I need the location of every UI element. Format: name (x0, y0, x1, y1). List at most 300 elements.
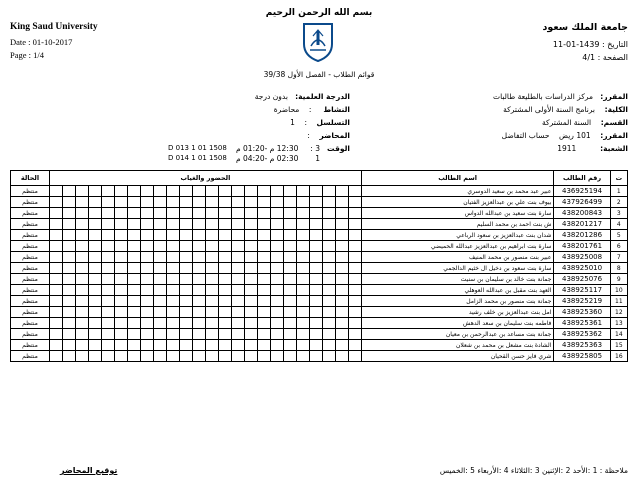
attendance-checkbox-cell[interactable] (192, 208, 205, 219)
attendance-checkbox-cell[interactable] (153, 318, 166, 329)
attendance-checkbox-cell[interactable] (153, 329, 166, 340)
attendance-checkbox-cell[interactable] (62, 274, 75, 285)
attendance-checkbox-cell[interactable] (75, 230, 88, 241)
attendance-checkbox-cell[interactable] (283, 340, 296, 351)
attendance-checkbox-cell[interactable] (257, 340, 270, 351)
attendance-checkbox-cell[interactable] (179, 219, 192, 230)
attendance-checkbox-cell[interactable] (153, 351, 166, 362)
attendance-checkbox-cell[interactable] (62, 197, 75, 208)
attendance-checkbox-cell[interactable] (218, 241, 231, 252)
attendance-checkbox-cell[interactable] (62, 340, 75, 351)
attendance-checkbox-cell[interactable] (205, 329, 218, 340)
attendance-checkbox-cell[interactable] (309, 241, 322, 252)
attendance-checkbox-cell[interactable] (283, 318, 296, 329)
attendance-checkbox-cell[interactable] (218, 274, 231, 285)
attendance-checkbox-cell[interactable] (205, 274, 218, 285)
attendance-checkbox-cell[interactable] (322, 318, 335, 329)
attendance-checkbox-cell[interactable] (140, 230, 153, 241)
attendance-checkbox-cell[interactable] (335, 263, 348, 274)
attendance-checkbox-cell[interactable] (348, 340, 361, 351)
attendance-checkbox-cell[interactable] (322, 329, 335, 340)
attendance-checkbox-cell[interactable] (153, 285, 166, 296)
attendance-checkbox-cell[interactable] (179, 186, 192, 197)
attendance-checkbox-cell[interactable] (192, 285, 205, 296)
attendance-checkbox-cell[interactable] (153, 274, 166, 285)
attendance-checkbox-cell[interactable] (127, 307, 140, 318)
attendance-checkbox-cell[interactable] (257, 186, 270, 197)
attendance-checkbox-cell[interactable] (140, 186, 153, 197)
attendance-checkbox-cell[interactable] (140, 263, 153, 274)
attendance-checkbox-cell[interactable] (62, 329, 75, 340)
attendance-checkbox-cell[interactable] (101, 307, 114, 318)
attendance-checkbox-cell[interactable] (205, 307, 218, 318)
attendance-checkbox-cell[interactable] (75, 329, 88, 340)
attendance-checkbox-cell[interactable] (257, 252, 270, 263)
attendance-checkbox-cell[interactable] (296, 285, 309, 296)
attendance-checkbox-cell[interactable] (309, 230, 322, 241)
attendance-checkbox-cell[interactable] (244, 329, 257, 340)
attendance-checkbox-cell[interactable] (153, 307, 166, 318)
attendance-checkbox-cell[interactable] (49, 307, 62, 318)
attendance-checkbox-cell[interactable] (283, 274, 296, 285)
attendance-checkbox-cell[interactable] (309, 318, 322, 329)
attendance-checkbox-cell[interactable] (75, 219, 88, 230)
attendance-checkbox-cell[interactable] (270, 285, 283, 296)
attendance-checkbox-cell[interactable] (101, 208, 114, 219)
attendance-checkbox-cell[interactable] (127, 340, 140, 351)
attendance-checkbox-cell[interactable] (309, 252, 322, 263)
attendance-checkbox-cell[interactable] (348, 219, 361, 230)
attendance-checkbox-cell[interactable] (101, 318, 114, 329)
attendance-checkbox-cell[interactable] (114, 219, 127, 230)
attendance-checkbox-cell[interactable] (231, 351, 244, 362)
attendance-checkbox-cell[interactable] (335, 307, 348, 318)
attendance-checkbox-cell[interactable] (140, 351, 153, 362)
attendance-checkbox-cell[interactable] (101, 197, 114, 208)
attendance-checkbox-cell[interactable] (153, 208, 166, 219)
attendance-checkbox-cell[interactable] (244, 186, 257, 197)
attendance-checkbox-cell[interactable] (270, 296, 283, 307)
attendance-checkbox-cell[interactable] (231, 274, 244, 285)
attendance-checkbox-cell[interactable] (101, 252, 114, 263)
attendance-checkbox-cell[interactable] (49, 274, 62, 285)
attendance-checkbox-cell[interactable] (296, 296, 309, 307)
attendance-checkbox-cell[interactable] (62, 296, 75, 307)
attendance-checkbox-cell[interactable] (335, 197, 348, 208)
attendance-checkbox-cell[interactable] (127, 241, 140, 252)
attendance-checkbox-cell[interactable] (179, 329, 192, 340)
attendance-checkbox-cell[interactable] (179, 318, 192, 329)
attendance-checkbox-cell[interactable] (179, 285, 192, 296)
attendance-checkbox-cell[interactable] (88, 208, 101, 219)
attendance-checkbox-cell[interactable] (88, 252, 101, 263)
attendance-checkbox-cell[interactable] (205, 340, 218, 351)
attendance-checkbox-cell[interactable] (192, 351, 205, 362)
attendance-checkbox-cell[interactable] (231, 285, 244, 296)
attendance-checkbox-cell[interactable] (335, 351, 348, 362)
attendance-checkbox-cell[interactable] (101, 230, 114, 241)
attendance-checkbox-cell[interactable] (127, 329, 140, 340)
attendance-checkbox-cell[interactable] (348, 274, 361, 285)
attendance-checkbox-cell[interactable] (257, 241, 270, 252)
attendance-checkbox-cell[interactable] (179, 340, 192, 351)
attendance-checkbox-cell[interactable] (62, 186, 75, 197)
attendance-checkbox-cell[interactable] (283, 230, 296, 241)
attendance-checkbox-cell[interactable] (62, 252, 75, 263)
attendance-checkbox-cell[interactable] (153, 186, 166, 197)
attendance-checkbox-cell[interactable] (140, 285, 153, 296)
attendance-checkbox-cell[interactable] (205, 208, 218, 219)
attendance-checkbox-cell[interactable] (296, 186, 309, 197)
attendance-checkbox-cell[interactable] (296, 274, 309, 285)
attendance-checkbox-cell[interactable] (166, 340, 179, 351)
attendance-checkbox-cell[interactable] (140, 219, 153, 230)
attendance-checkbox-cell[interactable] (101, 274, 114, 285)
attendance-checkbox-cell[interactable] (205, 296, 218, 307)
attendance-checkbox-cell[interactable] (270, 241, 283, 252)
attendance-checkbox-cell[interactable] (348, 285, 361, 296)
attendance-checkbox-cell[interactable] (322, 241, 335, 252)
attendance-checkbox-cell[interactable] (127, 186, 140, 197)
attendance-checkbox-cell[interactable] (179, 241, 192, 252)
attendance-checkbox-cell[interactable] (88, 307, 101, 318)
attendance-checkbox-cell[interactable] (309, 340, 322, 351)
attendance-checkbox-cell[interactable] (192, 329, 205, 340)
attendance-checkbox-cell[interactable] (101, 241, 114, 252)
attendance-checkbox-cell[interactable] (192, 307, 205, 318)
attendance-checkbox-cell[interactable] (322, 274, 335, 285)
attendance-checkbox-cell[interactable] (309, 274, 322, 285)
attendance-checkbox-cell[interactable] (218, 351, 231, 362)
attendance-checkbox-cell[interactable] (309, 296, 322, 307)
attendance-checkbox-cell[interactable] (153, 296, 166, 307)
attendance-checkbox-cell[interactable] (296, 241, 309, 252)
attendance-checkbox-cell[interactable] (114, 285, 127, 296)
attendance-checkbox-cell[interactable] (322, 307, 335, 318)
attendance-checkbox-cell[interactable] (166, 318, 179, 329)
attendance-checkbox-cell[interactable] (257, 197, 270, 208)
attendance-checkbox-cell[interactable] (127, 318, 140, 329)
attendance-checkbox-cell[interactable] (101, 219, 114, 230)
attendance-checkbox-cell[interactable] (49, 219, 62, 230)
attendance-checkbox-cell[interactable] (283, 186, 296, 197)
attendance-checkbox-cell[interactable] (218, 186, 231, 197)
attendance-checkbox-cell[interactable] (244, 208, 257, 219)
attendance-checkbox-cell[interactable] (62, 285, 75, 296)
attendance-checkbox-cell[interactable] (244, 263, 257, 274)
attendance-checkbox-cell[interactable] (88, 241, 101, 252)
attendance-checkbox-cell[interactable] (309, 219, 322, 230)
attendance-checkbox-cell[interactable] (114, 208, 127, 219)
attendance-checkbox-cell[interactable] (179, 274, 192, 285)
attendance-checkbox-cell[interactable] (153, 252, 166, 263)
attendance-checkbox-cell[interactable] (179, 230, 192, 241)
attendance-checkbox-cell[interactable] (75, 340, 88, 351)
attendance-checkbox-cell[interactable] (218, 208, 231, 219)
attendance-checkbox-cell[interactable] (218, 219, 231, 230)
attendance-checkbox-cell[interactable] (335, 340, 348, 351)
attendance-checkbox-cell[interactable] (231, 318, 244, 329)
attendance-checkbox-cell[interactable] (140, 340, 153, 351)
attendance-checkbox-cell[interactable] (75, 285, 88, 296)
attendance-checkbox-cell[interactable] (49, 197, 62, 208)
attendance-checkbox-cell[interactable] (205, 252, 218, 263)
attendance-checkbox-cell[interactable] (179, 197, 192, 208)
attendance-checkbox-cell[interactable] (88, 274, 101, 285)
attendance-checkbox-cell[interactable] (62, 263, 75, 274)
attendance-checkbox-cell[interactable] (140, 329, 153, 340)
attendance-checkbox-cell[interactable] (218, 296, 231, 307)
attendance-checkbox-cell[interactable] (114, 274, 127, 285)
attendance-checkbox-cell[interactable] (322, 219, 335, 230)
attendance-checkbox-cell[interactable] (114, 197, 127, 208)
attendance-checkbox-cell[interactable] (270, 252, 283, 263)
attendance-checkbox-cell[interactable] (88, 263, 101, 274)
attendance-checkbox-cell[interactable] (231, 329, 244, 340)
attendance-checkbox-cell[interactable] (322, 252, 335, 263)
attendance-checkbox-cell[interactable] (114, 318, 127, 329)
attendance-checkbox-cell[interactable] (75, 241, 88, 252)
attendance-checkbox-cell[interactable] (49, 186, 62, 197)
attendance-checkbox-cell[interactable] (283, 197, 296, 208)
attendance-checkbox-cell[interactable] (257, 274, 270, 285)
attendance-checkbox-cell[interactable] (101, 340, 114, 351)
attendance-checkbox-cell[interactable] (192, 274, 205, 285)
attendance-checkbox-cell[interactable] (192, 296, 205, 307)
attendance-checkbox-cell[interactable] (49, 252, 62, 263)
attendance-checkbox-cell[interactable] (205, 241, 218, 252)
attendance-checkbox-cell[interactable] (244, 318, 257, 329)
attendance-checkbox-cell[interactable] (257, 307, 270, 318)
attendance-checkbox-cell[interactable] (283, 285, 296, 296)
attendance-checkbox-cell[interactable] (231, 197, 244, 208)
attendance-checkbox-cell[interactable] (114, 230, 127, 241)
attendance-checkbox-cell[interactable] (296, 329, 309, 340)
attendance-checkbox-cell[interactable] (257, 263, 270, 274)
attendance-checkbox-cell[interactable] (296, 340, 309, 351)
attendance-checkbox-cell[interactable] (62, 307, 75, 318)
attendance-checkbox-cell[interactable] (205, 186, 218, 197)
attendance-checkbox-cell[interactable] (75, 197, 88, 208)
attendance-checkbox-cell[interactable] (62, 219, 75, 230)
attendance-checkbox-cell[interactable] (244, 274, 257, 285)
attendance-checkbox-cell[interactable] (75, 208, 88, 219)
attendance-checkbox-cell[interactable] (335, 208, 348, 219)
attendance-checkbox-cell[interactable] (270, 340, 283, 351)
attendance-checkbox-cell[interactable] (205, 318, 218, 329)
attendance-checkbox-cell[interactable] (244, 296, 257, 307)
attendance-checkbox-cell[interactable] (192, 230, 205, 241)
attendance-checkbox-cell[interactable] (205, 197, 218, 208)
attendance-checkbox-cell[interactable] (231, 208, 244, 219)
attendance-checkbox-cell[interactable] (270, 351, 283, 362)
attendance-checkbox-cell[interactable] (335, 219, 348, 230)
attendance-checkbox-cell[interactable] (127, 285, 140, 296)
attendance-checkbox-cell[interactable] (127, 252, 140, 263)
attendance-checkbox-cell[interactable] (283, 296, 296, 307)
attendance-checkbox-cell[interactable] (166, 329, 179, 340)
attendance-checkbox-cell[interactable] (179, 351, 192, 362)
attendance-checkbox-cell[interactable] (88, 219, 101, 230)
attendance-checkbox-cell[interactable] (283, 219, 296, 230)
attendance-checkbox-cell[interactable] (218, 263, 231, 274)
attendance-checkbox-cell[interactable] (88, 197, 101, 208)
attendance-checkbox-cell[interactable] (88, 340, 101, 351)
attendance-checkbox-cell[interactable] (88, 296, 101, 307)
attendance-checkbox-cell[interactable] (179, 252, 192, 263)
attendance-checkbox-cell[interactable] (322, 296, 335, 307)
attendance-checkbox-cell[interactable] (179, 307, 192, 318)
attendance-checkbox-cell[interactable] (114, 263, 127, 274)
attendance-checkbox-cell[interactable] (49, 340, 62, 351)
attendance-checkbox-cell[interactable] (270, 186, 283, 197)
attendance-checkbox-cell[interactable] (166, 307, 179, 318)
attendance-checkbox-cell[interactable] (218, 307, 231, 318)
attendance-checkbox-cell[interactable] (309, 307, 322, 318)
attendance-checkbox-cell[interactable] (49, 208, 62, 219)
attendance-checkbox-cell[interactable] (218, 285, 231, 296)
attendance-checkbox-cell[interactable] (335, 241, 348, 252)
attendance-checkbox-cell[interactable] (270, 197, 283, 208)
attendance-checkbox-cell[interactable] (192, 340, 205, 351)
attendance-checkbox-cell[interactable] (335, 274, 348, 285)
attendance-checkbox-cell[interactable] (244, 197, 257, 208)
attendance-checkbox-cell[interactable] (244, 241, 257, 252)
attendance-checkbox-cell[interactable] (166, 263, 179, 274)
attendance-checkbox-cell[interactable] (101, 186, 114, 197)
attendance-checkbox-cell[interactable] (270, 230, 283, 241)
attendance-checkbox-cell[interactable] (231, 219, 244, 230)
attendance-checkbox-cell[interactable] (140, 208, 153, 219)
attendance-checkbox-cell[interactable] (244, 219, 257, 230)
attendance-checkbox-cell[interactable] (166, 208, 179, 219)
attendance-checkbox-cell[interactable] (348, 296, 361, 307)
attendance-checkbox-cell[interactable] (140, 197, 153, 208)
attendance-checkbox-cell[interactable] (166, 241, 179, 252)
attendance-checkbox-cell[interactable] (75, 351, 88, 362)
attendance-checkbox-cell[interactable] (153, 219, 166, 230)
attendance-checkbox-cell[interactable] (127, 197, 140, 208)
attendance-checkbox-cell[interactable] (231, 307, 244, 318)
attendance-checkbox-cell[interactable] (114, 329, 127, 340)
attendance-checkbox-cell[interactable] (49, 351, 62, 362)
attendance-checkbox-cell[interactable] (257, 208, 270, 219)
attendance-checkbox-cell[interactable] (179, 263, 192, 274)
attendance-checkbox-cell[interactable] (166, 230, 179, 241)
attendance-checkbox-cell[interactable] (127, 351, 140, 362)
attendance-checkbox-cell[interactable] (88, 318, 101, 329)
attendance-checkbox-cell[interactable] (49, 318, 62, 329)
attendance-checkbox-cell[interactable] (322, 263, 335, 274)
attendance-checkbox-cell[interactable] (283, 241, 296, 252)
attendance-checkbox-cell[interactable] (166, 285, 179, 296)
attendance-checkbox-cell[interactable] (179, 208, 192, 219)
attendance-checkbox-cell[interactable] (75, 307, 88, 318)
attendance-checkbox-cell[interactable] (283, 208, 296, 219)
attendance-checkbox-cell[interactable] (140, 318, 153, 329)
attendance-checkbox-cell[interactable] (49, 285, 62, 296)
attendance-checkbox-cell[interactable] (114, 252, 127, 263)
attendance-checkbox-cell[interactable] (88, 351, 101, 362)
attendance-checkbox-cell[interactable] (114, 340, 127, 351)
attendance-checkbox-cell[interactable] (179, 296, 192, 307)
attendance-checkbox-cell[interactable] (348, 263, 361, 274)
attendance-checkbox-cell[interactable] (140, 296, 153, 307)
attendance-checkbox-cell[interactable] (192, 241, 205, 252)
attendance-checkbox-cell[interactable] (192, 263, 205, 274)
attendance-checkbox-cell[interactable] (192, 219, 205, 230)
attendance-checkbox-cell[interactable] (75, 274, 88, 285)
attendance-checkbox-cell[interactable] (218, 197, 231, 208)
attendance-checkbox-cell[interactable] (140, 252, 153, 263)
attendance-checkbox-cell[interactable] (257, 230, 270, 241)
attendance-checkbox-cell[interactable] (309, 263, 322, 274)
attendance-checkbox-cell[interactable] (88, 285, 101, 296)
attendance-checkbox-cell[interactable] (62, 230, 75, 241)
attendance-checkbox-cell[interactable] (49, 241, 62, 252)
attendance-checkbox-cell[interactable] (75, 263, 88, 274)
attendance-checkbox-cell[interactable] (296, 208, 309, 219)
attendance-checkbox-cell[interactable] (166, 274, 179, 285)
attendance-checkbox-cell[interactable] (231, 340, 244, 351)
attendance-checkbox-cell[interactable] (192, 318, 205, 329)
attendance-checkbox-cell[interactable] (270, 208, 283, 219)
attendance-checkbox-cell[interactable] (231, 263, 244, 274)
attendance-checkbox-cell[interactable] (101, 263, 114, 274)
attendance-checkbox-cell[interactable] (335, 252, 348, 263)
attendance-checkbox-cell[interactable] (322, 340, 335, 351)
attendance-checkbox-cell[interactable] (335, 329, 348, 340)
attendance-checkbox-cell[interactable] (257, 296, 270, 307)
attendance-checkbox-cell[interactable] (283, 351, 296, 362)
attendance-checkbox-cell[interactable] (205, 351, 218, 362)
attendance-checkbox-cell[interactable] (192, 252, 205, 263)
attendance-checkbox-cell[interactable] (322, 351, 335, 362)
attendance-checkbox-cell[interactable] (127, 274, 140, 285)
attendance-checkbox-cell[interactable] (231, 186, 244, 197)
attendance-checkbox-cell[interactable] (231, 252, 244, 263)
attendance-checkbox-cell[interactable] (244, 307, 257, 318)
attendance-checkbox-cell[interactable] (192, 186, 205, 197)
attendance-checkbox-cell[interactable] (192, 197, 205, 208)
attendance-checkbox-cell[interactable] (348, 351, 361, 362)
attendance-checkbox-cell[interactable] (166, 186, 179, 197)
attendance-checkbox-cell[interactable] (244, 340, 257, 351)
attendance-checkbox-cell[interactable] (257, 329, 270, 340)
attendance-checkbox-cell[interactable] (270, 263, 283, 274)
attendance-checkbox-cell[interactable] (244, 252, 257, 263)
attendance-checkbox-cell[interactable] (88, 329, 101, 340)
attendance-checkbox-cell[interactable] (283, 263, 296, 274)
attendance-checkbox-cell[interactable] (309, 186, 322, 197)
attendance-checkbox-cell[interactable] (270, 307, 283, 318)
attendance-checkbox-cell[interactable] (283, 307, 296, 318)
attendance-checkbox-cell[interactable] (322, 197, 335, 208)
attendance-checkbox-cell[interactable] (309, 208, 322, 219)
attendance-checkbox-cell[interactable] (114, 186, 127, 197)
attendance-checkbox-cell[interactable] (75, 252, 88, 263)
attendance-checkbox-cell[interactable] (114, 296, 127, 307)
attendance-checkbox-cell[interactable] (218, 329, 231, 340)
attendance-checkbox-cell[interactable] (309, 197, 322, 208)
attendance-checkbox-cell[interactable] (153, 241, 166, 252)
attendance-checkbox-cell[interactable] (153, 197, 166, 208)
attendance-checkbox-cell[interactable] (62, 351, 75, 362)
attendance-checkbox-cell[interactable] (348, 252, 361, 263)
attendance-checkbox-cell[interactable] (270, 318, 283, 329)
attendance-checkbox-cell[interactable] (322, 186, 335, 197)
attendance-checkbox-cell[interactable] (218, 230, 231, 241)
